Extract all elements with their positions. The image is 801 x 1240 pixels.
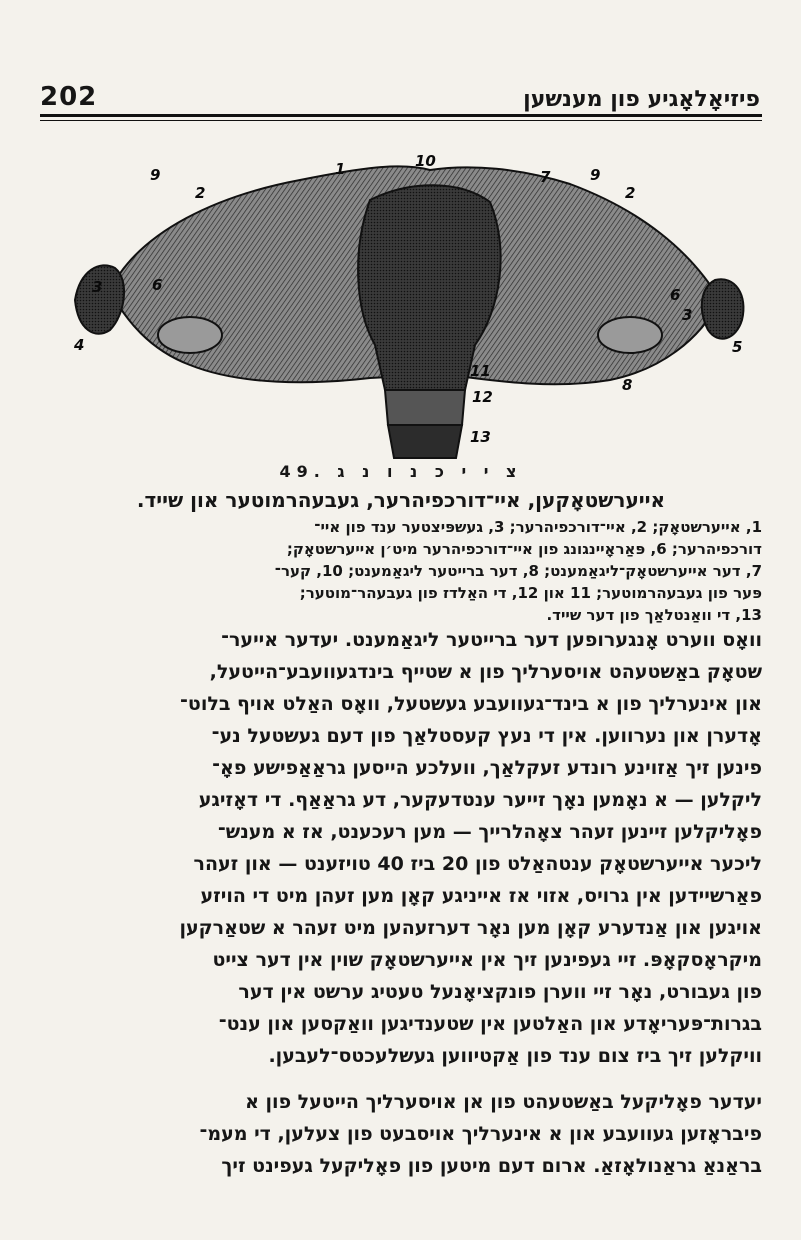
figure-caption-heading: אייערשטאָקען, איי־דורכפיהרער, געבעהרמוטער און שייד.: [136, 488, 666, 512]
text-line: בגרות־פּעריאָדע און האַלטען אין שטענדיגען וואַקסען און ענט־: [218, 1013, 762, 1035]
text-line: און אינערליך פון א בינד־געוועבע געשטעל, וואָס האַלט אויף בלוט־: [180, 693, 762, 715]
text-line: ליקלען — א נאָמען נאָך זייער ענטדעקער, דע גראַאַף. די דאָזיגע: [198, 789, 762, 811]
legend-line: 13, די וואַנטלאַך פון דער שייד.: [546, 606, 762, 624]
text-line: ליכער אייערשטאָק ענטהאַלט פון 20 ביז 40 טויזענט — און זעהר: [193, 853, 762, 875]
figure-legend: [60, 516, 762, 626]
text-line: וויקלען זיך ביז צום ענד פון אַקטיווען געשלעכטס־לעבען.: [268, 1045, 762, 1067]
text-line: פון געבורט, נאָר זיי ווערן פונקציאָנעל טעטיג ערשט אין דער: [238, 981, 762, 1003]
label-10: 10: [415, 152, 436, 170]
vagina-shape: [388, 425, 462, 458]
legend-line: דורכפיהרער; 6, פּאַראָיינגונג פון איי־דורכפיהרער מיט׳ן אייערשטאָק;: [286, 540, 762, 558]
label-5: 5: [732, 338, 743, 356]
label-3-left: 3: [92, 278, 103, 296]
text-line: אָדערן און נערווען. אין די נעץ קעסטלאַך פון דעם געשטעל נע־: [211, 725, 762, 747]
label-12: 12: [472, 388, 493, 406]
text-line: פיבראָזען געוועבע און א אינערליך אויסבעט פון צעלען, די מעמ־: [199, 1123, 762, 1145]
label-2-right: 2: [625, 184, 636, 202]
label-1: 1: [335, 160, 346, 178]
text-line: פאָליקלען זיינען זעהר צאָהלרייך — מען רעכענט, אז א מענש־: [217, 821, 762, 843]
header-rule-thin: [40, 120, 762, 121]
right-fimbria-shape: [702, 279, 744, 338]
label-6-right: 6: [670, 286, 681, 304]
label-13: 13: [470, 428, 491, 446]
page-header: [40, 70, 760, 112]
label-9-left: 9: [150, 166, 161, 184]
text-line: מיקראָסקאָפּ. זיי געפינען זיך אין אייערשטאָק שוין אין דער צייט: [212, 949, 762, 971]
label-3-right: 3: [682, 306, 693, 324]
running-title: פיזיאָלאָגיע פון מענשען: [523, 87, 760, 112]
figure-number: צ י י כ נ ו נ ג .49: [279, 462, 523, 481]
label-7: 7: [540, 168, 551, 186]
cervix-shape: [385, 390, 465, 425]
text-line: יעדער פאָליקעל באַשטעהט פון אן אויסערליך הייטעל פון א: [245, 1091, 762, 1113]
label-8: 8: [622, 376, 633, 394]
header-rule: [40, 114, 762, 117]
paragraph-2: [40, 1086, 762, 1182]
paragraph-1: [40, 624, 762, 1072]
label-4: 4: [74, 336, 85, 354]
anatomical-figure: [70, 140, 750, 460]
legend-line: 7, דער אייערשטאָק־ליגאַמענט; 8, דער ברייטער ליגאַמענט; 10, קער־: [274, 562, 762, 580]
uterus-illustration: [70, 140, 750, 460]
text-line: שטאָק באַשטעהט אויסערליך פון א שטייף בינדגעוועבע־הייטעל,: [209, 661, 762, 683]
right-ovary-shape: [598, 317, 662, 353]
body-text: [40, 624, 762, 1182]
label-9-right: 9: [590, 166, 601, 184]
text-line: פינען זיך אַזוינע רונדע זעקלאַך, וועלכע הייסען גראַאַפישע פאָ־: [212, 757, 762, 779]
text-line: וואָס ווערט אָנגערופען דער ברייטער ליגאַמענט. יעדער אייער־: [221, 629, 762, 651]
text-line: אויגען און אַנדערע קאָן מען נאָר דערזעהען מיט זעהר א שטאַרקען: [179, 917, 762, 939]
left-ovary-shape: [158, 317, 222, 353]
text-line: פאַרשיידען אין גרויס, אזוי אז אייניגע קאָן מען זעהן מיט די הויזע: [200, 885, 762, 907]
label-11: 11: [470, 362, 491, 380]
label-2-left: 2: [195, 184, 206, 202]
legend-line: פּער פון געבעהרמוטער; 11 און 12, די האַלדז פון געבעהר־מוטער;: [299, 584, 762, 602]
left-fimbria-shape: [75, 265, 124, 333]
legend-line: 1, אייערשטאָק; 2, איי־דורכפיהרער; 3, געשפּיצטער ענד פון איי־: [314, 518, 762, 536]
text-line: בראַנאַ גראַנולאָזאַ. ארום דעם מיטען פון פאָליקעל געפינט זיך: [221, 1155, 762, 1177]
label-6-left: 6: [152, 276, 163, 294]
page-number: 202: [40, 82, 98, 112]
